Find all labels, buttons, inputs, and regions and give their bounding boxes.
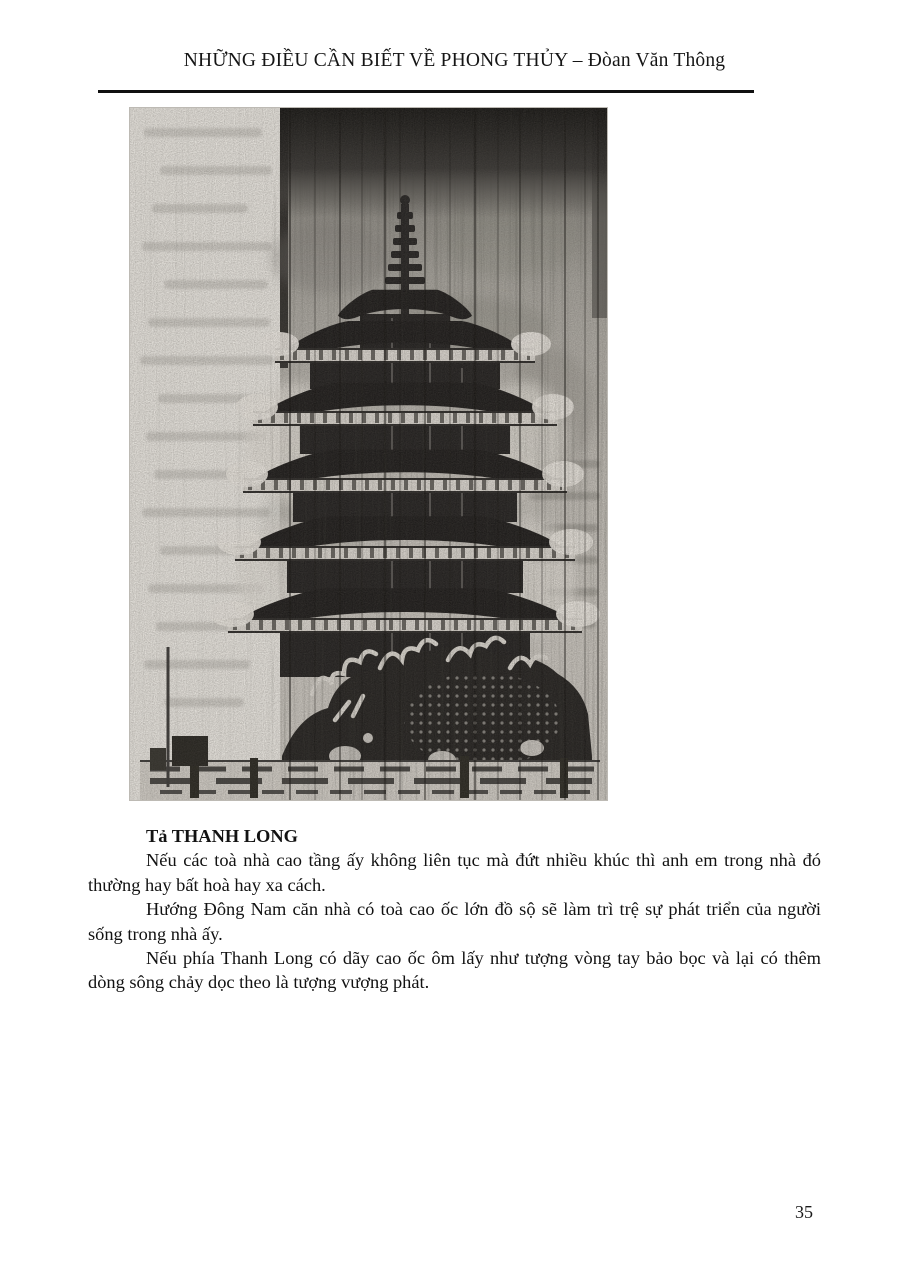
header-divider	[98, 90, 754, 93]
body-paragraph: Nếu các toà nhà cao tầng ấy không liên tục mà đứt nhiều khúc thì anh em trong nhà đó thường hay bất hoà hay xa cách.	[88, 850, 821, 895]
page-header-title: NHỮNG ĐIỀU CẦN BIẾT VỀ PHONG THỦY – Đòan Văn Thông	[183, 50, 726, 71]
pagoda-scan-image	[130, 108, 607, 800]
pagoda-scan-figure	[130, 108, 607, 800]
figure-caption: Tả THANH LONG	[146, 826, 298, 846]
body-paragraph: Hướng Đông Nam căn nhà có toà cao ốc lớn đồ sộ sẽ làm trì trệ sự phát triển của người sống trong nhà ấy.	[88, 899, 821, 944]
body-paragraph: Nếu phía Thanh Long có dãy cao ốc ôm lấy như tượng vòng tay bảo bọc và lại có thêm dòng sông chảy dọc theo là tượng vượng phát.	[88, 948, 821, 993]
body-text-block	[88, 824, 821, 995]
page-number: 35	[795, 1202, 813, 1222]
